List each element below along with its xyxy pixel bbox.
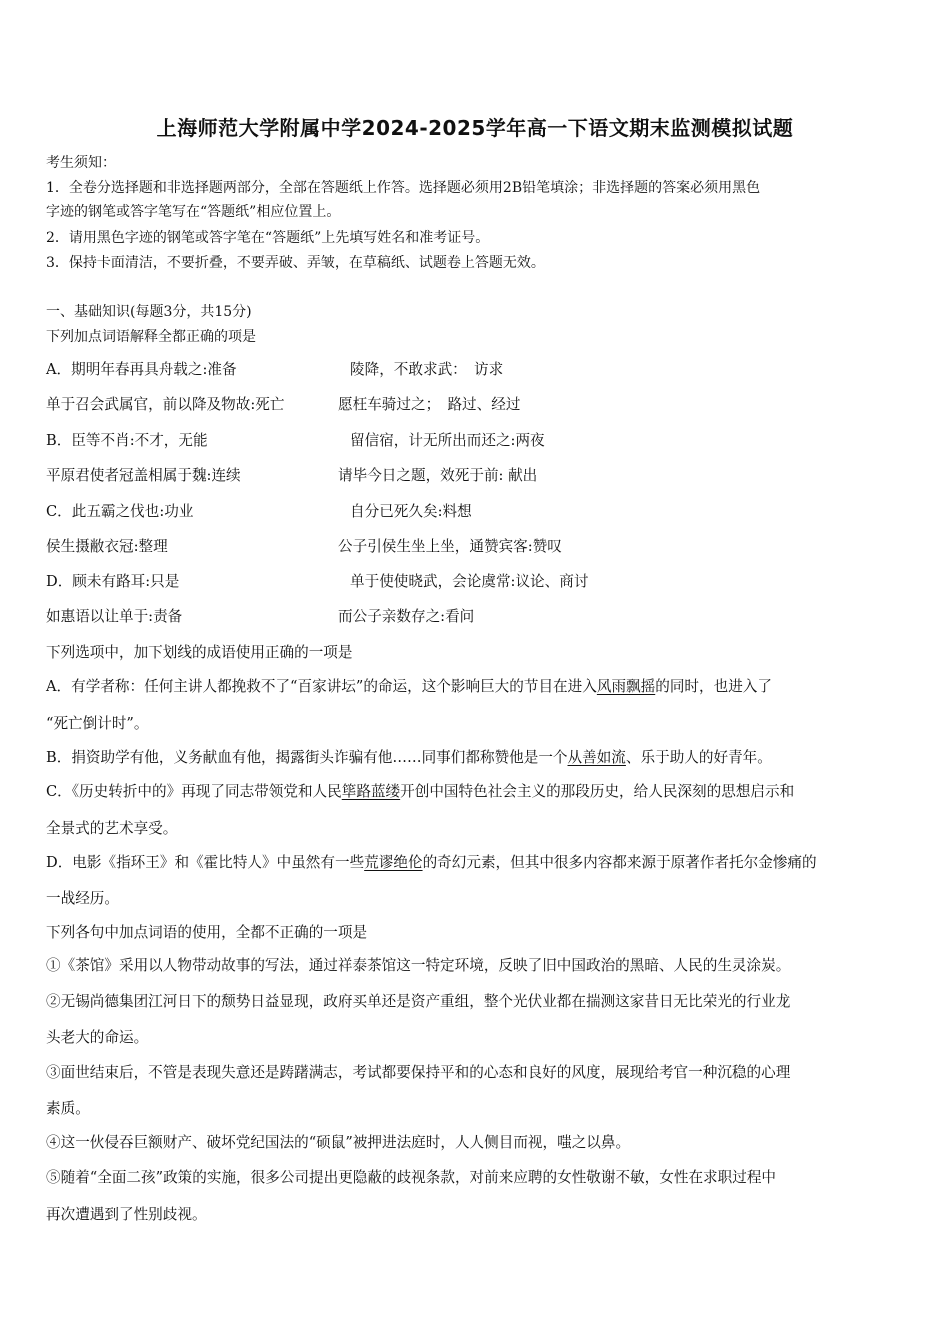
- section-heading: 一、基础知识(每题3分，共15分): [46, 304, 252, 320]
- q1-option-left: 如惠语以让单于:责备: [46, 608, 183, 625]
- notice-item: 字迹的钢笔或答字笔写在“答题纸”相应位置上。: [46, 204, 341, 220]
- underlined-idiom: 风雨飘摇: [596, 678, 656, 695]
- q1-option-left: A．期明年春再具舟载之:准备: [46, 361, 237, 378]
- option-text: A．有学者称：任何主讲人都挽救不了“百家讲坛”的命运，这个影响巨大的节目在进入: [46, 678, 597, 695]
- option-text: D．电影《指环王》和《霍比特人》中虽然有一些: [46, 854, 365, 871]
- option-text: 开创中国特色社会主义的那段历史，给人民深刻的思想启示和: [400, 783, 795, 800]
- q2-option-a-cont: “死亡倒计时”。: [46, 715, 149, 732]
- option-text: 的奇幻元素，但其中很多内容都来源于原著作者托尔金惨痛的: [422, 854, 817, 871]
- option-text: 、乐于助人的好青年。: [625, 749, 772, 766]
- question-1-stem: 下列加点词语解释全都正确的项是: [46, 329, 256, 345]
- q1-option-left: 单于召会武属官，前以降及物故:死亡: [46, 396, 285, 413]
- q2-option-d: [46, 853, 906, 873]
- q3-sentence: ①《茶馆》采用以人物带动故事的写法，通过祥泰茶馆这一特定环境，反映了旧中国政治的黑暗、人民的生灵涂炭。: [46, 957, 791, 974]
- q3-sentence-cont: 头老大的命运。: [46, 1029, 149, 1046]
- q3-sentence: ③面世结束后，不管是表现失意还是踌躇满志，考试都要保持平和的心态和良好的风度，展现给考官一种沉稳的心理: [46, 1064, 791, 1081]
- q3-sentence: ④这一伙侵吞巨额财产、破坏党纪国法的“硕鼠”被押进法庭时，人人侧目而视，嗤之以鼻。: [46, 1134, 631, 1151]
- q1-option-left: 侯生摄敝衣冠:整理: [46, 538, 168, 555]
- q1-option-row: [46, 431, 906, 451]
- option-text: 的同时，也进入了: [655, 678, 772, 695]
- q1-option-row: [46, 360, 906, 380]
- q1-option-right: 陵降，不敢求武： 访求: [350, 361, 504, 378]
- q3-sentence-cont: 素质。: [46, 1100, 90, 1117]
- q3-sentence: ②无锡尚德集团江河日下的颓势日益显现，政府买单还是资产重组，整个光伏业都在揣测这家昔日无比荣光的行业龙: [46, 993, 791, 1010]
- option-text: C．《历史转折中的》再现了同志带领党和人民: [46, 783, 342, 800]
- q1-option-right: 而公子亲数存之:看问: [338, 608, 475, 625]
- question-3-stem: 下列各句中加点词语的使用，全都不正确的一项是: [46, 924, 368, 941]
- q1-option-right: 留信宿，计无所出而还之:两夜: [350, 432, 545, 449]
- q1-option-row: [46, 395, 906, 415]
- q1-option-row: [46, 537, 906, 557]
- notice-item: 2．请用黑色字迹的钢笔或答字笔在“答题纸”上先填写姓名和准考证号。: [46, 230, 490, 246]
- q2-option-a: [46, 677, 906, 697]
- q2-option-c: [46, 782, 906, 802]
- q1-option-right: 请毕今日之题，效死于前: 献出: [338, 467, 538, 484]
- option-text: B．捐资助学有他，义务献血有他，揭露街头诈骗有他……同事们都称赞他是一个: [46, 749, 568, 766]
- underlined-idiom: 荒谬绝伦: [364, 854, 423, 871]
- q3-sentence-cont: 再次遭遇到了性别歧视。: [46, 1206, 207, 1223]
- q1-option-row: [46, 572, 906, 592]
- q3-sentence: ⑤随着“全面二孩”政策的实施，很多公司提出更隐蔽的歧视条款，对前来应聘的女性敬谢不敏，女性在求职过程中: [46, 1169, 777, 1186]
- underlined-idiom: 从善如流: [567, 749, 626, 766]
- q2-option-d-cont: 一战经历。: [46, 890, 119, 907]
- page-title: 上海师范大学附属中学2024-2025学年高一下语文期末监测模拟试题: [156, 116, 794, 140]
- q1-option-right: 自分已死久矣:料想: [350, 503, 472, 520]
- q1-option-left: C．此五霸之伐也:功业: [46, 503, 194, 520]
- q1-option-left: D．顾未有路耳:只是: [46, 573, 180, 590]
- q1-option-right: 公子引侯生坐上坐，通赞宾客:赞叹: [338, 538, 562, 555]
- q1-option-left: B．臣等不肖:不才，无能: [46, 432, 208, 449]
- underlined-idiom: 筚路蓝缕: [341, 783, 401, 800]
- q2-option-c-cont: 全景式的艺术享受。: [46, 820, 178, 837]
- q1-option-row: [46, 502, 906, 522]
- q1-option-right: 愿枉车骑过之； 路过、经过: [338, 396, 521, 413]
- q2-option-b: [46, 748, 906, 768]
- notice-item: 1．全卷分选择题和非选择题两部分，全部在答题纸上作答。选择题必须用2B铅笔填涂；非选择题的答案必须用黑色: [46, 180, 761, 196]
- q1-option-left: 平原君使者冠盖相属于魏:连续: [46, 467, 241, 484]
- q1-option-row: [46, 607, 906, 627]
- notice-heading: 考生须知：: [46, 155, 116, 171]
- q1-option-row: [46, 466, 906, 486]
- notice-item: 3．保持卡面清洁，不要折叠，不要弄破、弄皱，在草稿纸、试题卷上答题无效。: [46, 255, 545, 271]
- q1-option-right: 单于使使晓武，会论虞常:议论、商讨: [350, 573, 589, 590]
- question-2-stem: 下列选项中，加下划线的成语使用正确的一项是: [46, 644, 353, 661]
